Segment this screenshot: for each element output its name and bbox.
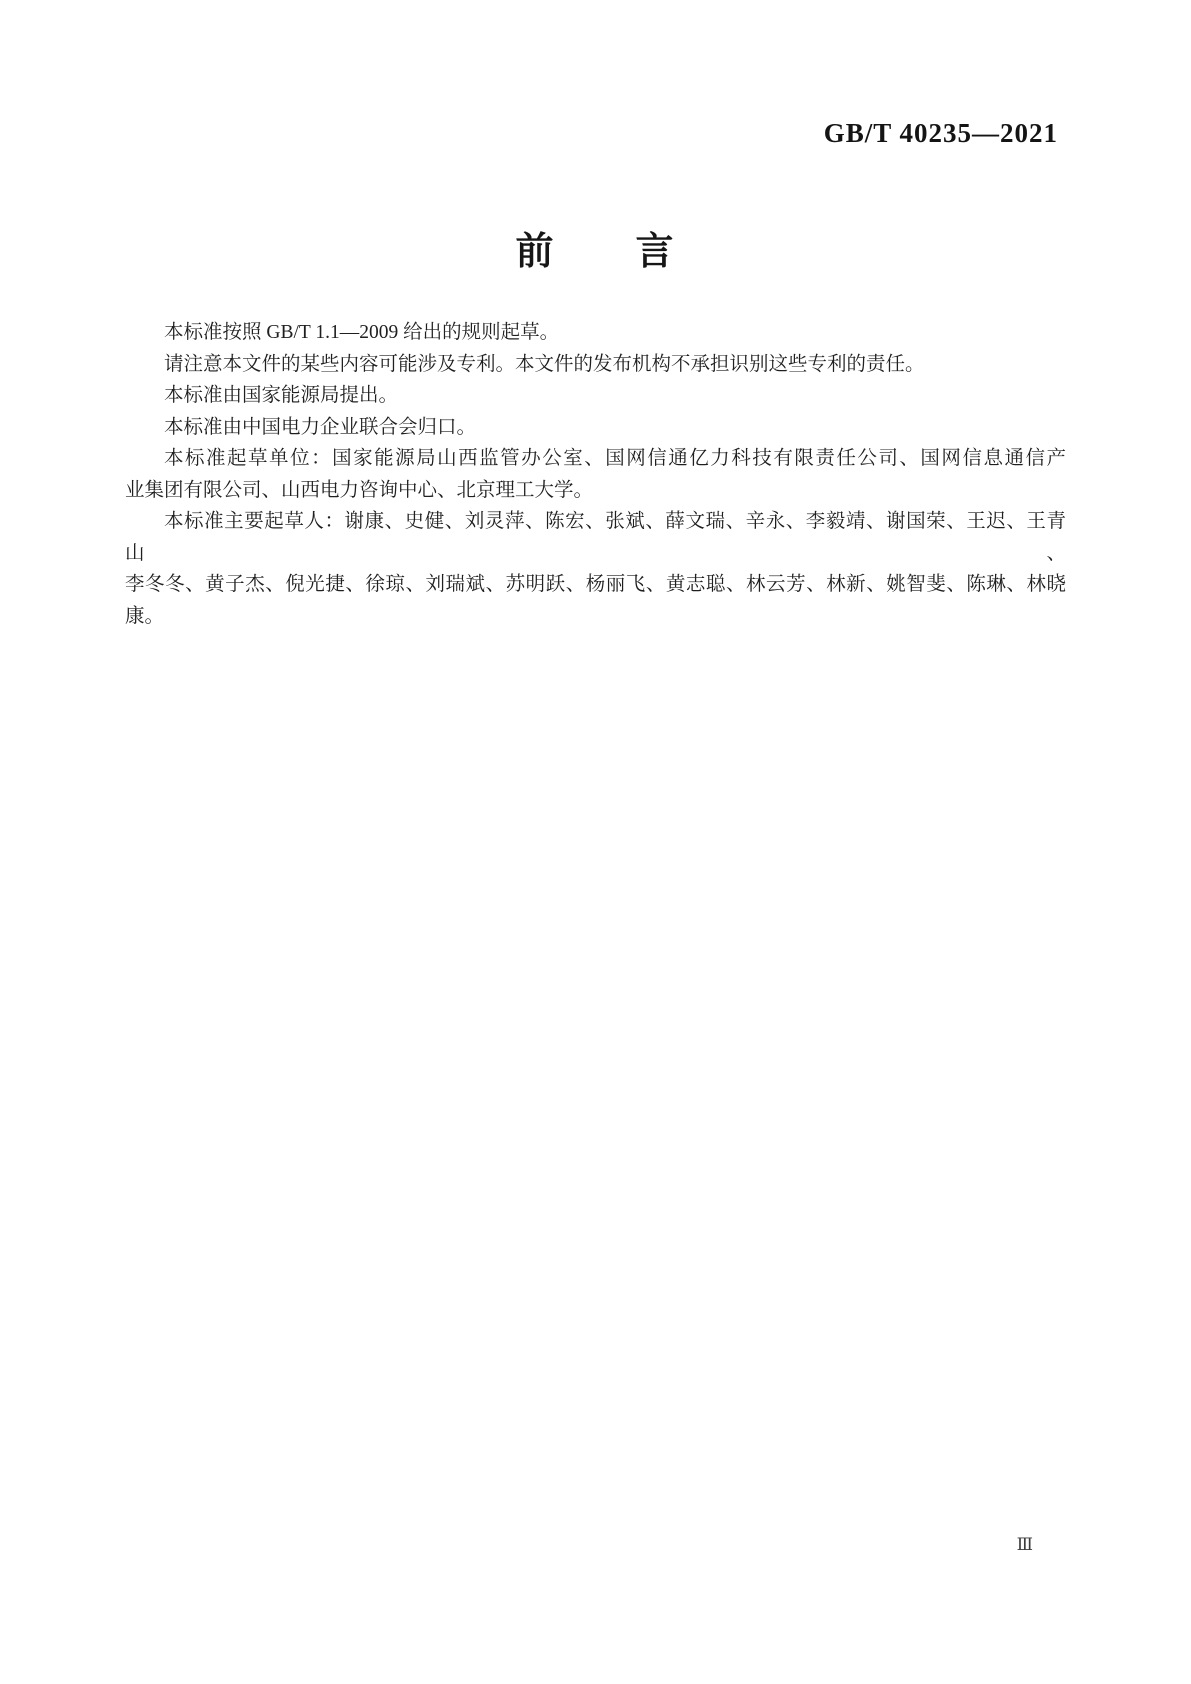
paragraph: [125, 380, 1066, 412]
text-line: 请注意本文件的某些内容可能涉及专利。本文件的发布机构不承担识别这些专利的责任。: [164, 353, 925, 375]
paragraph: [125, 412, 1066, 444]
page-number: Ⅲ: [1016, 1535, 1033, 1554]
standard-code: GB/T 40235—2021: [823, 118, 1058, 148]
paragraph: [125, 349, 1066, 381]
text-line: 业集团有限公司、山西电力咨询中心、北京理工大学。: [125, 479, 594, 501]
text-line: 本标准由中国电力企业联合会归口。: [164, 416, 477, 438]
foreword-paragraphs: [125, 317, 1066, 632]
text-line: 李冬冬、黄子杰、倪光捷、徐琼、刘瑞斌、苏明跃、杨丽飞、黄志聪、林云芳、林新、姚智斐、陈琳、林晓康。: [125, 574, 1066, 627]
text-line: 本标准主要起草人：谢康、史健、刘灵萍、陈宏、张斌、薛文瑞、辛永、李毅靖、谢国荣、王迟、王青山、: [125, 511, 1066, 564]
text-line: 本标准由国家能源局提出。: [164, 385, 399, 406]
paragraph: [125, 317, 1066, 349]
paragraph: [125, 506, 1066, 632]
paragraph: [125, 443, 1066, 506]
text-line: 本标准起草单位：国家能源局山西监管办公室、国网信通亿力科技有限责任公司、国网信息通信产: [164, 448, 1066, 469]
text-line: 本标准按照 GB/T 1.1—2009 给出的规则起草。: [164, 322, 560, 343]
page-title: 前 言: [515, 231, 676, 273]
